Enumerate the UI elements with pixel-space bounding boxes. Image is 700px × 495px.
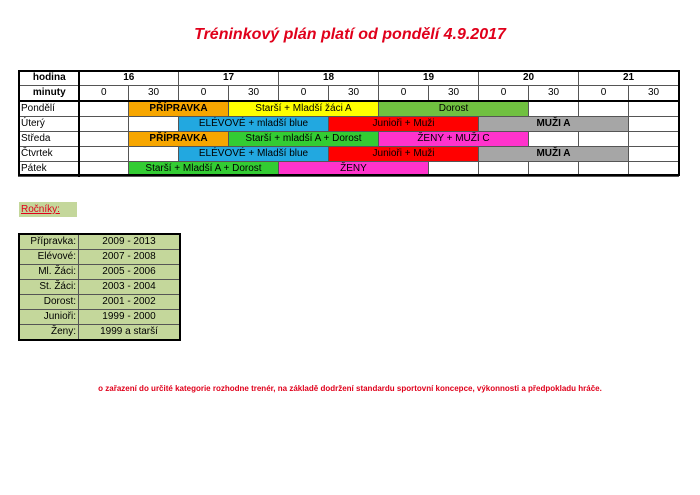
training-block: Starší + Mladší A + Dorost — [129, 162, 279, 177]
schedule-row — [19, 162, 679, 177]
minutes-header-cell: 0 — [379, 86, 429, 102]
empty-slot — [629, 132, 679, 147]
minutes-header-cell: 0 — [79, 86, 129, 102]
minutes-header-cell: 30 — [529, 86, 579, 102]
minutes-header-cell: 30 — [329, 86, 379, 102]
hour-header-cell: 19 — [379, 71, 479, 86]
empty-slot — [579, 162, 629, 177]
category-label: Ženy: — [19, 325, 79, 341]
hour-header-cell: 16 — [79, 71, 179, 86]
empty-slot — [629, 101, 679, 117]
hour-header-label: hodina — [19, 71, 79, 86]
schedule-row — [19, 101, 679, 117]
years-row — [19, 280, 180, 295]
year-range: 2001 - 2002 — [79, 295, 181, 310]
hour-header-cell: 21 — [579, 71, 679, 86]
minutes-header-cell: 30 — [129, 86, 179, 102]
years-table — [18, 233, 181, 341]
year-range: 2009 - 2013 — [79, 234, 181, 250]
day-label: Pondělí — [19, 101, 79, 117]
year-range: 1999 a starší — [79, 325, 181, 341]
hour-header-cell: 18 — [279, 71, 379, 86]
minutes-header-cell: 30 — [229, 86, 279, 102]
years-row — [19, 265, 180, 280]
footnote: o zařazení do určité kategorie rozhodne trenér, na základě dodržení standardu sportovní koncepce, výkonnosti a předpokladu hráče. — [98, 384, 602, 393]
page-title: Tréninkový plán platí od pondělí 4.9.2017 — [194, 26, 506, 43]
empty-slot — [529, 162, 579, 177]
year-range: 2003 - 2004 — [79, 280, 181, 295]
training-block: Starší + mladší A + Dorost — [229, 132, 379, 147]
category-label: Přípravka: — [19, 234, 79, 250]
training-block: ŽENY — [279, 162, 429, 177]
empty-slot — [79, 147, 129, 162]
minutes-header-cell: 0 — [179, 86, 229, 102]
years-row — [19, 325, 180, 341]
empty-slot — [629, 117, 679, 132]
minutes-header-cell: 30 — [629, 86, 679, 102]
empty-slot — [79, 101, 129, 117]
training-block: PŘÍPRAVKA — [129, 132, 229, 147]
minutes-header-cell: 0 — [579, 86, 629, 102]
training-block: MUŽI A — [479, 147, 629, 162]
schedule-row — [19, 117, 679, 132]
training-schedule-table — [18, 70, 679, 177]
day-label: Středa — [19, 132, 79, 147]
years-row — [19, 250, 180, 265]
day-label: Úterý — [19, 117, 79, 132]
hour-header-cell: 17 — [179, 71, 279, 86]
minutes-header-cell: 0 — [279, 86, 329, 102]
empty-slot — [129, 117, 179, 132]
years-row — [19, 295, 180, 310]
years-row — [19, 310, 180, 325]
hour-header-cell: 20 — [479, 71, 579, 86]
empty-slot — [629, 162, 679, 177]
training-block: MUŽI A — [479, 117, 629, 132]
category-label: Junioři: — [19, 310, 79, 325]
category-label: Ml. Žáci: — [19, 265, 79, 280]
empty-slot — [79, 117, 129, 132]
empty-slot — [529, 132, 579, 147]
year-range: 1999 - 2000 — [79, 310, 181, 325]
training-block: ELÉVOVÉ + Mladší blue — [179, 147, 329, 162]
empty-slot — [529, 101, 579, 117]
training-block: Junioři + Muži — [329, 147, 479, 162]
empty-slot — [129, 147, 179, 162]
minutes-header-label: minuty — [19, 86, 79, 102]
schedule-row — [19, 132, 679, 147]
category-label: Elévové: — [19, 250, 79, 265]
years-label: Ročníky: — [19, 202, 77, 217]
minutes-header-cell: 30 — [429, 86, 479, 102]
training-block: Dorost — [379, 101, 529, 117]
day-label: Čtvrtek — [19, 147, 79, 162]
years-row — [19, 234, 180, 250]
empty-slot — [629, 147, 679, 162]
schedule-row — [19, 147, 679, 162]
training-block: Junioři + Muži — [329, 117, 479, 132]
category-label: St. Žáci: — [19, 280, 79, 295]
year-range: 2005 - 2006 — [79, 265, 181, 280]
minutes-header-cell: 0 — [479, 86, 529, 102]
day-label: Pátek — [19, 162, 79, 177]
training-block: ŽENY + MUŽI C — [379, 132, 529, 147]
empty-slot — [429, 162, 479, 177]
category-label: Dorost: — [19, 295, 79, 310]
training-block: ELÉVOVÉ + mladší blue — [179, 117, 329, 132]
training-block: Starší + Mladší žáci A — [229, 101, 379, 117]
empty-slot — [579, 101, 629, 117]
year-range: 2007 - 2008 — [79, 250, 181, 265]
empty-slot — [79, 162, 129, 177]
empty-slot — [79, 132, 129, 147]
empty-slot — [479, 162, 529, 177]
training-block: PŘÍPRAVKA — [129, 101, 229, 117]
empty-slot — [579, 132, 629, 147]
